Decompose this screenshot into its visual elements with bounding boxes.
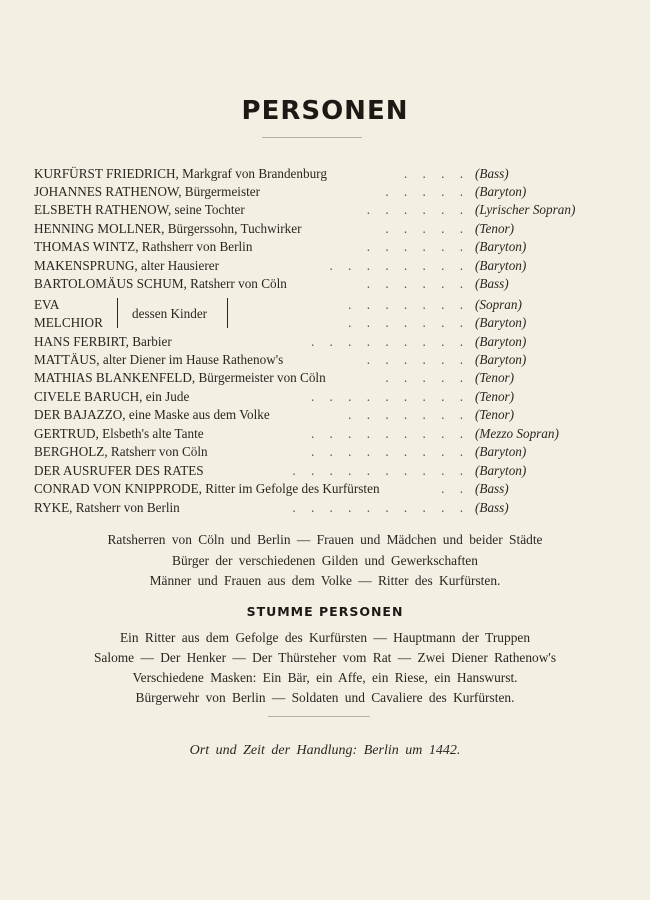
voice-type: (Sopran): [475, 297, 522, 312]
role-name: HANS FERBIRT, Barbier: [34, 334, 172, 349]
mute-line: Verschiedene Masken: Ein Bär, ein Affe, ein Riese, ein Hanswurst.: [132, 670, 518, 685]
voice-type: (Tenor): [475, 389, 515, 404]
voice-type: (Tenor): [475, 407, 515, 422]
chorus-line: Männer und Frauen aus dem Volke — Ritter des Kurfürsten.: [149, 573, 501, 588]
cast-row: BERGHOLZ, Ratsherr von Cöln . . . . . . . . . (Baryton): [34, 444, 527, 459]
role-name: ELSBETH RATHENOW, seine Tochter: [34, 202, 245, 217]
brace-right: [227, 298, 228, 328]
cast-row: BARTOLOMÄUS SCHUM, Ratsherr von Cöln . . . . . . (Bass): [34, 276, 509, 291]
role-name: MATTÄUS, alter Diener im Hause Rathenow's: [34, 352, 284, 367]
role-name: HENNING MOLLNER, Bürgerssohn, Tuchwirker: [34, 221, 302, 236]
voice-type: (Baryton): [475, 315, 527, 330]
mute-line: Bürgerwehr von Berlin — Soldaten und Cavaliere des Kurfürsten.: [135, 690, 515, 705]
voice-type: (Baryton): [475, 463, 527, 478]
role-name: DER AUSRUFER DES RATES: [34, 463, 204, 478]
voice-type: (Mezzo Sopran): [475, 426, 559, 441]
voice-type: (Bass): [475, 481, 509, 496]
setting-note: Ort und Zeit der Handlung: Berlin um 1442.: [189, 743, 461, 758]
role-name: CIVELE BARUCH, ein Jude: [34, 389, 190, 404]
voice-type: (Baryton): [475, 184, 527, 199]
cast-row: THOMAS WINTZ, Rathsherr von Berlin . . . . . . (Baryton): [34, 239, 527, 254]
mute-line: Ein Ritter aus dem Gefolge des Kurfürsten — Hauptmann der Truppen: [119, 630, 531, 645]
voice-type: (Bass): [475, 166, 509, 181]
voice-type: (Baryton): [475, 334, 527, 349]
role-name: MAKENSPRUNG, alter Hausierer: [34, 258, 219, 273]
role-name: RYKE, Ratsherr von Berlin: [34, 500, 180, 515]
cast-row: RYKE, Ratsherr von Berlin . . . . . . . . . . (Bass): [34, 500, 509, 515]
voice-type: (Lyrischer Sopran): [475, 202, 576, 217]
cast-row: JOHANNES RATHENOW, Bürgermeister . . . . . (Baryton): [34, 184, 527, 199]
voice-type: (Baryton): [475, 444, 527, 459]
role-name: GERTRUD, Elsbeth's alte Tante: [34, 426, 204, 441]
cast-row: HANS FERBIRT, Barbier . . . . . . . . . (Baryton): [34, 334, 527, 349]
voice-type: (Tenor): [475, 370, 515, 385]
role-name: KURFÜRST FRIEDRICH, Markgraf von Brandenburg: [34, 166, 327, 181]
cast-row: DER AUSRUFER DES RATES . . . . . . . . . . (Baryton): [34, 463, 527, 478]
cast-row: CIVELE BARUCH, ein Jude . . . . . . . . . (Tenor): [34, 389, 515, 404]
cast-row: MATTÄUS, alter Diener im Hause Rathenow's . . . . . . (Baryton): [34, 352, 527, 367]
role-name: CONRAD VON KNIPPRODE, Ritter im Gefolge des Kurfürsten: [34, 481, 380, 496]
voice-type: (Bass): [475, 276, 509, 291]
group-description: dessen Kinder: [132, 306, 208, 321]
cast-row: HENNING MOLLNER, Bürgerssohn, Tuchwirker . . . . . (Tenor): [34, 221, 515, 236]
cast-row: MATHIAS BLANKENFELD, Bürgermeister von Cöln . . . . . (Tenor): [34, 370, 515, 385]
role-name: BARTOLOMÄUS SCHUM, Ratsherr von Cöln: [34, 276, 287, 291]
cast-row: CONRAD VON KNIPPRODE, Ritter im Gefolge des Kurfürsten . . (Bass): [34, 481, 509, 496]
voice-type: (Baryton): [475, 239, 527, 254]
brace-left: [117, 298, 118, 328]
voice-type: (Baryton): [475, 258, 527, 273]
voice-type: (Tenor): [475, 221, 515, 236]
cast-row: MAKENSPRUNG, alter Hausierer . . . . . . . . (Baryton): [34, 258, 527, 273]
section-title: STUMME PERSONEN: [246, 604, 404, 619]
children-group: EVA MELCHIOR dessen Kinder . . . . . . . . . . . . . . (Sopran) (Baryton): [34, 297, 527, 330]
role-name: THOMAS WINTZ, Rathsherr von Berlin: [34, 239, 253, 254]
role-name: MELCHIOR: [34, 315, 103, 330]
chorus-line: Ratsherren von Cöln und Berlin — Frauen und Mädchen und beider Städte: [107, 532, 543, 547]
role-name: EVA: [34, 297, 60, 312]
section-divider: [268, 716, 370, 717]
cast-row: GERTRUD, Elsbeth's alte Tante . . . . . . . . . (Mezzo Sopran): [34, 426, 559, 441]
voice-type: (Baryton): [475, 352, 527, 367]
mute-line: Salome — Der Henker — Der Thürsteher vom Rat — Zwei Diener Rathenow's: [93, 650, 557, 665]
role-name: JOHANNES RATHENOW, Bürgermeister: [34, 184, 261, 199]
role-name: BERGHOLZ, Ratsherr von Cöln: [34, 444, 208, 459]
cast-row: DER BAJAZZO, eine Maske aus dem Volke . . . . . . . (Tenor): [34, 407, 515, 422]
role-name: MATHIAS BLANKENFELD, Bürgermeister von Cöln: [34, 370, 326, 385]
voice-type: (Bass): [475, 500, 509, 515]
role-name: DER BAJAZZO, eine Maske aus dem Volke: [34, 407, 270, 422]
cast-row: KURFÜRST FRIEDRICH, Markgraf von Brandenburg . . . . (Bass): [34, 166, 509, 181]
chorus-line: Bürger der verschiedenen Gilden und Gewerkschaften: [172, 553, 478, 568]
title-divider: [262, 137, 362, 138]
cast-row: ELSBETH RATHENOW, seine Tochter . . . . . . (Lyrischer Sopran): [34, 202, 576, 217]
page-title: PERSONEN: [241, 96, 409, 126]
